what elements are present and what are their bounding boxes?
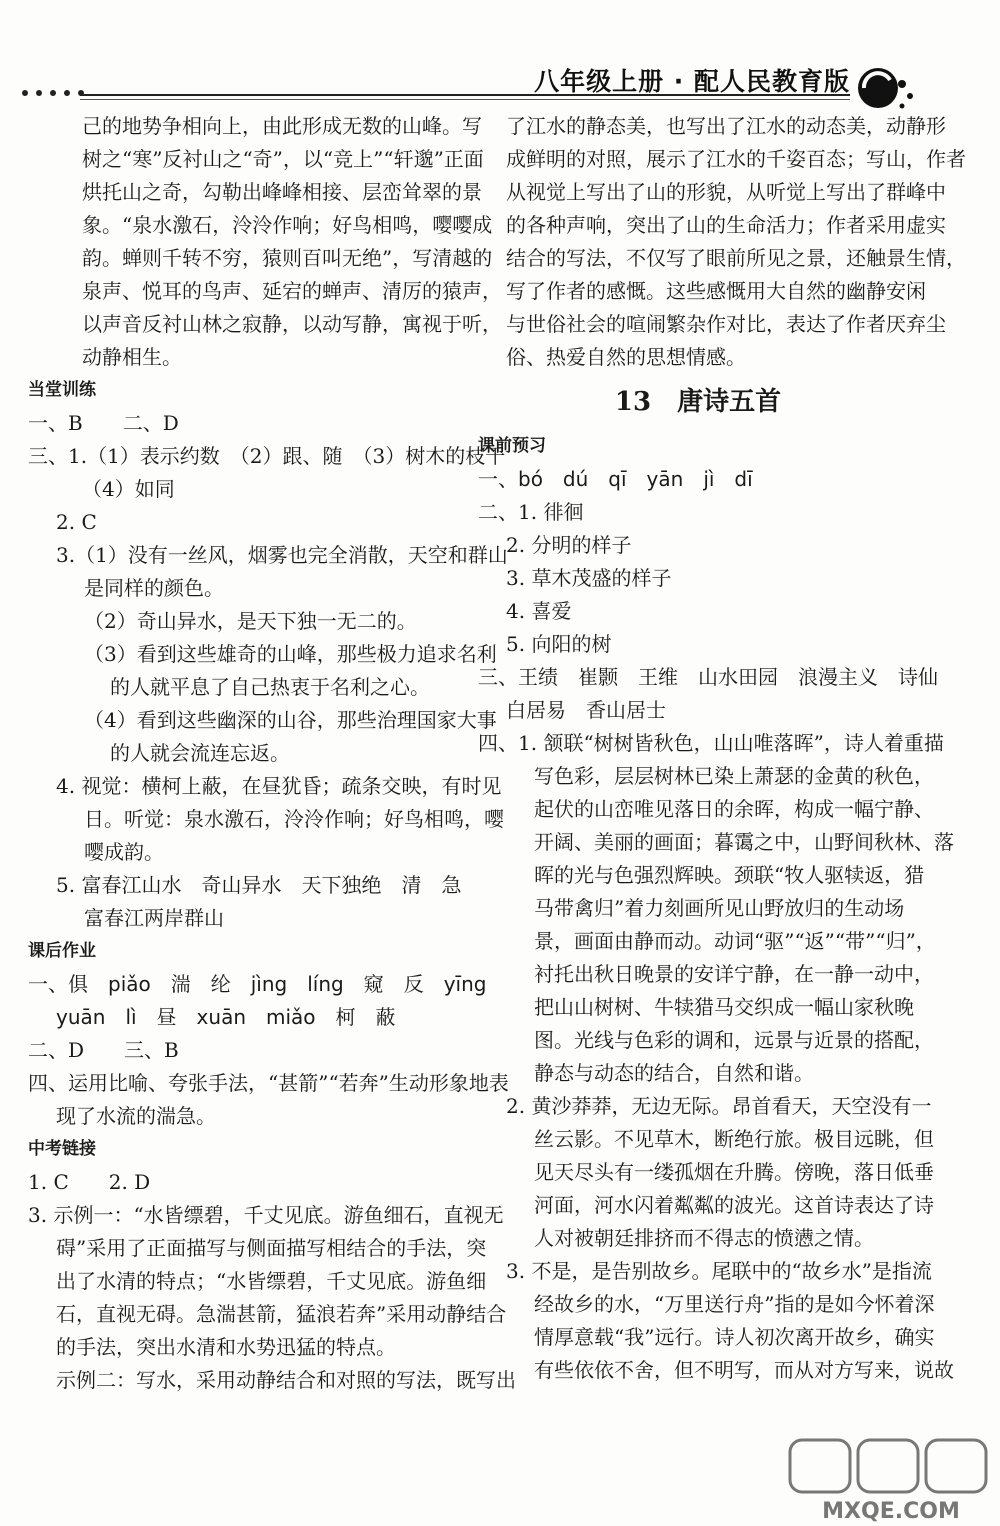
book-title: 八年级上册 · 配人民教育版 bbox=[534, 67, 850, 96]
text-line: 三、王绩 崔颢 王维 山水田园 浪漫主义 诗仙 bbox=[478, 665, 938, 689]
text-line: 俗、热爱自然的思想情感。 bbox=[506, 345, 746, 369]
text-line: 示例二：写水，采用动静结合和对照的写法，既写出 bbox=[56, 1368, 516, 1392]
text-line: 静态与动态的结合，自然和谐。 bbox=[534, 1061, 814, 1085]
text-line: 丝云影。不见草木，断绝行旅。极目远眺，但 bbox=[534, 1127, 934, 1151]
text-line: 树之“寒”反衬山之“奇”，以“竞上”“轩邈”正面 bbox=[82, 147, 484, 171]
text-line: 结合的写法，不仅写了眼前所见之景，还触景生情， bbox=[506, 246, 966, 270]
page-header bbox=[0, 0, 1000, 110]
text-line: 韵。蝉则千转不穷，猿则百叫无绝”，写清越的 bbox=[82, 246, 493, 270]
right-column bbox=[478, 110, 966, 1387]
text-line: 2. 黄沙莽莽，无边无际。昂首看天，天空没有一 bbox=[506, 1094, 932, 1118]
text-line: 嘤成韵。 bbox=[84, 840, 164, 864]
svg-text:MXQE.COM: MXQE.COM bbox=[822, 1499, 960, 1524]
text-line: 动静相生。 bbox=[82, 345, 182, 369]
text-line: 以声音反衬山林之寂静，以动写静，寓视于听， bbox=[82, 312, 502, 336]
text-line: 2. C bbox=[56, 510, 97, 534]
text-line: 3. 示例一：“水皆缥碧，千丈见底。游鱼细石，直视无 bbox=[28, 1203, 504, 1227]
text-line: 出了水清的特点；“水皆缥碧，千丈见底。游鱼细 bbox=[56, 1269, 487, 1293]
text-line: （3）看到这些雄奇的山峰，那些极力追求名利 bbox=[84, 642, 497, 666]
text-line: （4）如同 bbox=[82, 477, 175, 501]
section-heading: 课前预习 bbox=[478, 436, 546, 456]
text-line: 见天尽头有一缕孤烟在升腾。傍晚，落日低垂 bbox=[534, 1160, 934, 1184]
text-line: 把山山树树、牛犊猎马交织成一幅山家秋晚 bbox=[534, 995, 914, 1019]
text-line: 的人就会流连忘返。 bbox=[110, 741, 290, 765]
text-line: 白居易 香山居士 bbox=[506, 698, 666, 722]
text-line: 图。光线与色彩的调和，远景与近景的搭配， bbox=[534, 1028, 934, 1052]
text-line: 写了作者的感慨。这些感慨用大自然的幽静安闲 bbox=[506, 279, 926, 303]
text-line: 开阔、美丽的画面；暮霭之中，山野间秋林、落 bbox=[534, 830, 954, 854]
text-line: 写色彩，层层树林已染上萧瑟的金黄的秋色， bbox=[534, 764, 934, 788]
text-line: 马带禽归”着力刻画所见山野放归的生动场 bbox=[534, 896, 905, 920]
text-line: 的手法，突出水清和水势迅猛的特点。 bbox=[56, 1335, 396, 1359]
text-line: 石，直视无碍。急湍甚箭，猛浪若奔”采用动静结合 bbox=[56, 1302, 507, 1326]
text-line: 的人就平息了自己热衷于名利之心。 bbox=[110, 675, 430, 699]
section-heading: 中考链接 bbox=[28, 1139, 96, 1159]
text-line: 4. 喜爱 bbox=[506, 599, 572, 623]
text-line: （2）奇山异水，是天下独一无二的。 bbox=[84, 609, 417, 633]
text-line: 四、运用比喻、夸张手法，“甚箭”“若奔”生动形象地表 bbox=[28, 1071, 509, 1095]
text-line: 3. 不是，是告别故乡。尾联中的“故乡水”是指流 bbox=[506, 1259, 932, 1283]
section-heading: 课后作业 bbox=[28, 941, 96, 961]
text-line: 是同样的颜色。 bbox=[84, 576, 224, 600]
watermark-logo bbox=[786, 1436, 996, 1524]
text-line: 日。听觉：泉水激石，泠泠作响；好鸟相鸣，嘤 bbox=[84, 807, 504, 831]
text-line: 3. 草木茂盛的样子 bbox=[506, 566, 672, 590]
text-line: yuān lì 昼 xuān miǎo 柯 蔽 bbox=[56, 1005, 396, 1029]
text-line: 3.（1）没有一丝风，烟雾也完全消散，天空和群山 bbox=[56, 543, 508, 567]
text-line: 二、1. 徘徊 bbox=[478, 500, 584, 524]
text-line: 成鲜明的对照，展示了江水的千姿百态；写山，作者 bbox=[506, 147, 966, 171]
text-line: 三、1.（1）表示约数 （2）跟、随 （3）树木的枝干 bbox=[28, 444, 506, 468]
text-line: 烘托山之奇，勾勒出峰峰相接、层峦耸翠的景 bbox=[82, 180, 482, 204]
text-line: 河面，河水闪着粼粼的波光。这首诗表达了诗 bbox=[534, 1193, 934, 1217]
text-line: 经故乡的水，“万里送行舟”指的是如今怀着深 bbox=[534, 1292, 935, 1316]
header-dots bbox=[22, 90, 84, 96]
text-line: 一、B 二、D bbox=[28, 411, 179, 435]
header-logo-icon bbox=[850, 62, 920, 112]
text-line: （4）看到这些幽深的山谷，那些治理国家大事 bbox=[84, 708, 497, 732]
text-line: 碍”采用了正面描写与侧面描写相结合的手法，突 bbox=[56, 1236, 487, 1260]
text-line: 泉声、悦耳的鸟声、延宕的蝉声、清厉的猿声， bbox=[82, 279, 502, 303]
text-line: 了江水的静态美，也写出了江水的动态美，动静形 bbox=[506, 114, 946, 138]
text-line: 衬托出秋日晚景的安详宁静，在一静一动中， bbox=[534, 962, 934, 986]
text-line: 的各种声响，突出了山的生命活力；作者采用虚实 bbox=[506, 213, 946, 237]
text-line: 现了水流的湍急。 bbox=[56, 1104, 216, 1128]
text-line: 景，画面由静而动。动词“驱”“返”“带”“归”， bbox=[534, 929, 936, 953]
text-line: 二、D 三、B bbox=[28, 1038, 179, 1062]
text-line: 1. C 2. D bbox=[28, 1170, 151, 1194]
header-rule-thin bbox=[80, 99, 850, 100]
text-line: 5. 向阳的树 bbox=[506, 632, 612, 656]
lesson-title: 13 唐诗五首 bbox=[614, 387, 782, 417]
section-heading: 当堂训练 bbox=[28, 380, 96, 400]
text-line: 与世俗社会的喧闹繁杂作对比，表达了作者厌弃尘 bbox=[506, 312, 946, 336]
text-line: 4. 视觉：横柯上蔽，在昼犹昏；疏条交映，有时见 bbox=[56, 774, 502, 798]
text-line: 象。“泉水激石，泠泠作响；好鸟相鸣，嘤嘤成 bbox=[82, 213, 493, 237]
text-line: 晖的光与色强烈辉映。颈联“牧人驱犊返，猎 bbox=[534, 863, 925, 887]
text-line: 起伏的山峦唯见落日的余晖，构成一幅宁静、 bbox=[534, 797, 934, 821]
text-line: 富春江两岸群山 bbox=[84, 906, 224, 930]
text-line: 一、bó dú qī yān jì dī bbox=[478, 467, 753, 491]
text-line: 从视觉上写出了山的形貌，从听觉上写出了群峰中 bbox=[506, 180, 946, 204]
text-line: 己的地势争相向上，由此形成无数的山峰。写 bbox=[82, 114, 482, 138]
text-line: 有些依依不舍，但不明写，而从对方写来，说故 bbox=[534, 1358, 954, 1382]
text-line: 5. 富春江山水 奇山异水 天下独绝 清 急 bbox=[56, 873, 462, 897]
text-line: 2. 分明的样子 bbox=[506, 533, 632, 557]
text-line: 一、俱 piǎo 湍 纶 jìng líng 窥 反 yīng bbox=[28, 972, 487, 996]
text-line: 人对被朝廷排挤而不得志的愤懑之情。 bbox=[534, 1226, 874, 1250]
text-line: 情厚意载“我”远行。诗人初次离开故乡，确实 bbox=[534, 1325, 935, 1349]
text-line: 四、1. 颔联“树树皆秋色，山山唯落晖”，诗人着重描 bbox=[478, 731, 944, 755]
